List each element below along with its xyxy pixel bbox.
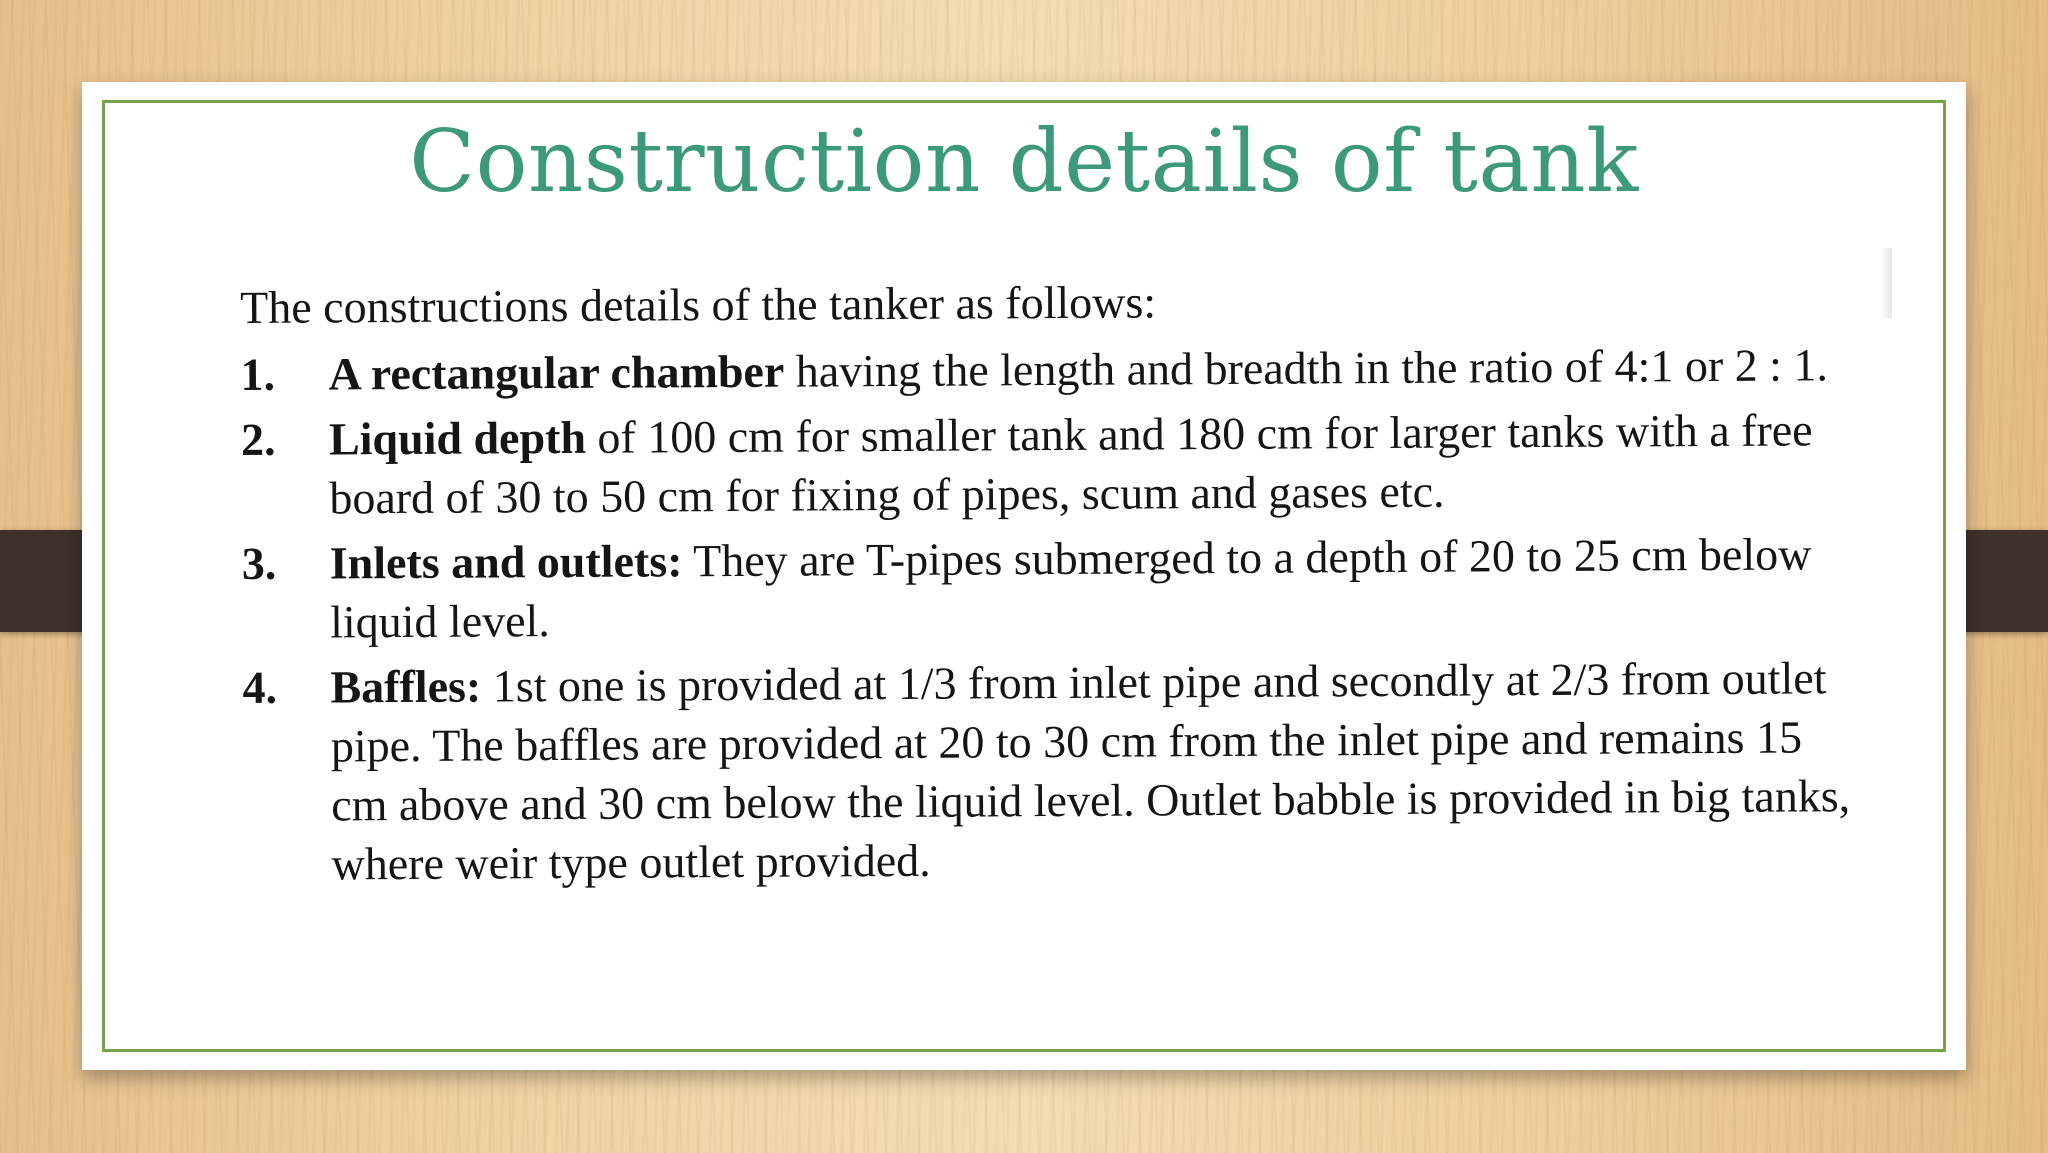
item-term: Inlets and outlets: [329,535,683,589]
item-term: Liquid depth [328,411,587,465]
scanned-document [154,248,1892,1030]
list-item [242,524,1863,652]
item-body [330,524,1863,651]
item-number: 3. [241,537,277,589]
list-item [240,335,1860,404]
item-text: They are T-pipes submerged to a depth of 20 to 25 cm below liquid level. [329,528,1812,648]
item-text: of 100 cm for smaller tank and 180 cm for larger tanks with a free board of 30 to 50 cm for fixing of pipes, scum and gases etc. [329,404,1813,524]
item-text: 1st one is provided at 1/3 from inlet pipe and secondly at 2/3 from outlet pipe. The baffles are provided at 20 to 30 cm from the inlet pipe and remains 15 cm above and 30 cm below the liquid level. Outlet babble is provided in big tanks, where weir type outlet provided. [330,652,1851,890]
document-intro: The constructions details of the tanker as follows: [240,276,1157,333]
slide [82,82,1966,1070]
list-item [241,400,1862,528]
document-text [240,268,1864,900]
item-term: Baffles: [330,660,482,713]
slide-title: Construction details of tank [409,112,1639,212]
item-text: having the length and breadth in the ratio of 4:1 or 2 : 1. [784,339,1829,397]
item-number: 2. [240,413,276,465]
scan-edge [1880,248,1892,318]
item-body [330,648,1863,893]
item-number: 1. [240,348,276,400]
item-body [329,400,1862,527]
item-term: A rectangular chamber [328,345,785,400]
item-body [328,335,1860,403]
list-item [242,648,1863,894]
item-number: 4. [242,661,278,713]
